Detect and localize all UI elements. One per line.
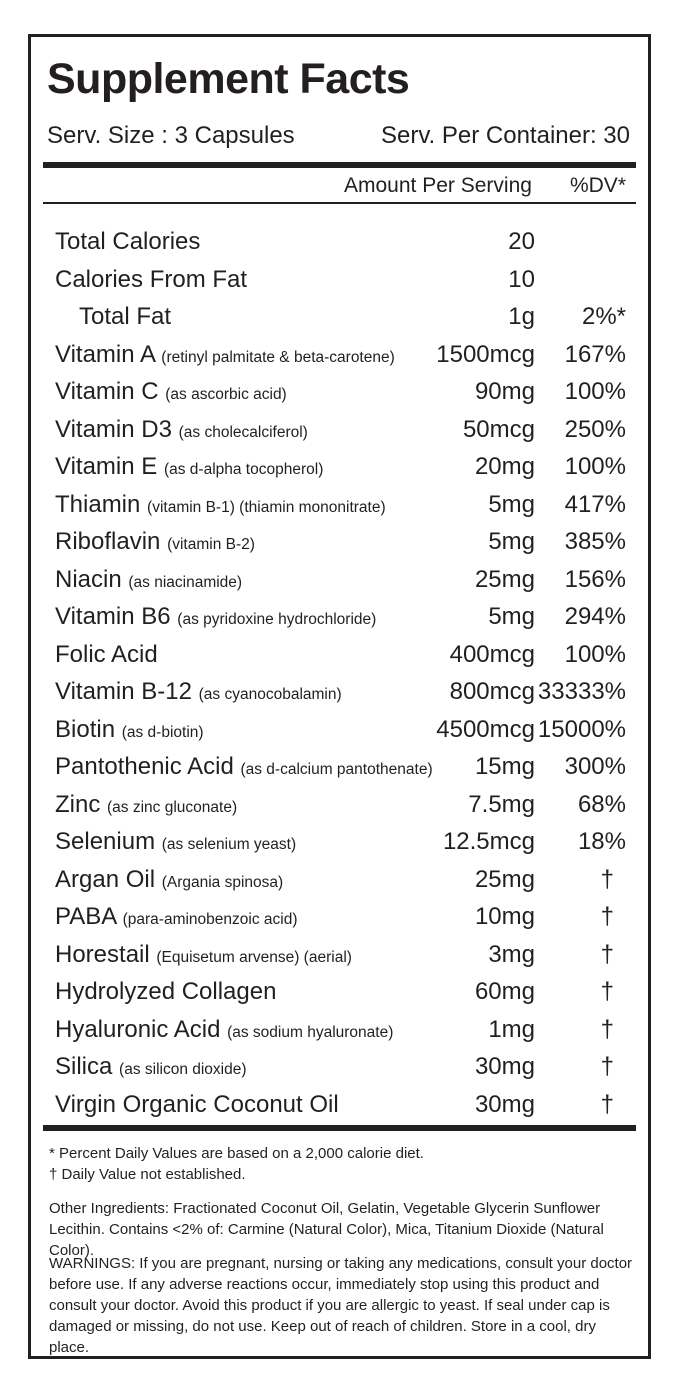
- nutrient-label: Folic Acid: [55, 640, 158, 668]
- nutrient-source: (vitamin B-2): [167, 536, 255, 553]
- serving-info: [47, 121, 630, 151]
- nutrient-label: Biotin: [55, 715, 116, 743]
- nutrient-label: Thiamin: [55, 490, 141, 518]
- table-row: [55, 598, 630, 636]
- nutrient-source: (as cyanocobalamin): [198, 686, 342, 703]
- daily-value: †: [600, 940, 614, 968]
- nutrient-label: Zinc: [55, 790, 101, 818]
- nutrient-name: [55, 973, 276, 1011]
- amount-value: 10mg: [474, 903, 535, 930]
- nutrient-label: Horestail: [55, 940, 150, 968]
- thin-divider: [43, 202, 636, 204]
- table-row: [55, 861, 630, 899]
- table-row: [55, 823, 630, 861]
- nutrient-label: Hydrolyzed Collagen: [55, 978, 277, 1005]
- warnings-text: WARNINGS: If you are pregnant, nursing or taking any medications, consult your doctor before use. If any adverse reactions occur, immediately stop using this product and consult your doctor. Avoid this product if you are allergic to yeast. If seal under cap is damaged or missing, do not use. Keep out of reach of children. Store in a cool, dry place.: [49, 1255, 633, 1356]
- daily-value: †: [600, 978, 614, 1005]
- table-row: [55, 373, 630, 411]
- thick-divider-bottom: [43, 1125, 636, 1131]
- nutrient-source: (as d-biotin): [121, 723, 204, 741]
- daily-value: 250%: [564, 415, 626, 443]
- amount-value: 20: [508, 228, 535, 255]
- amount-value: 30mg: [474, 1053, 535, 1080]
- amount-value: 60mg: [474, 978, 535, 1005]
- nutrient-label: Total Calories: [55, 228, 201, 255]
- daily-value: 417%: [564, 490, 626, 518]
- nutrient-source: (retinyl palmitate & beta-carotene): [161, 348, 395, 366]
- nutrient-name: [55, 1048, 247, 1089]
- nutrient-source: (vitamin B-1) (thiamin mononitrate): [147, 498, 386, 516]
- daily-value-header: %DV*: [569, 174, 626, 197]
- nutrient-source: (Equisetum arvense) (aerial): [156, 948, 352, 966]
- nutrient-name: [55, 823, 296, 864]
- daily-value: †: [600, 903, 614, 930]
- amount-value: 3mg: [488, 940, 535, 968]
- amount-per-serving-header: Amount Per Serving: [344, 174, 532, 197]
- amount-value: 800mcg: [449, 678, 535, 705]
- amount-value: 5mg: [488, 528, 535, 555]
- percent-dv-footnote: * Percent Daily Values are based on a 2,000 calorie diet.: [49, 1145, 424, 1162]
- table-row: [55, 898, 630, 936]
- nutrient-label: Riboflavin: [55, 528, 161, 555]
- amount-value: 1mg: [488, 1015, 535, 1043]
- nutrient-name: [55, 261, 247, 299]
- amount-value: 90mg: [474, 378, 535, 405]
- table-row: [55, 411, 630, 449]
- panel-title: Supplement Facts: [47, 55, 410, 103]
- daily-value: †: [600, 865, 614, 893]
- nutrient-label: Vitamin B-12: [55, 678, 192, 705]
- serving-size: Serv. Size : 3 Capsules: [47, 122, 295, 149]
- daily-value: †: [600, 1090, 614, 1118]
- nutrient-name: [55, 748, 433, 789]
- table-row: [55, 336, 630, 374]
- thick-divider-top: [43, 162, 636, 168]
- daily-value: 167%: [564, 340, 626, 368]
- table-row: [55, 561, 630, 599]
- table-row: [55, 1011, 630, 1049]
- nutrient-name: [79, 298, 171, 336]
- nutrient-source: (as pyridoxine hydrochloride): [177, 611, 377, 628]
- nutrient-source: (as ascorbic acid): [165, 386, 287, 403]
- table-row: [55, 298, 630, 336]
- nutrient-label: Selenium: [55, 828, 156, 855]
- nutrient-name: [55, 561, 242, 602]
- nutrient-name: [55, 673, 342, 714]
- nutrient-name: [55, 936, 352, 977]
- warnings: [49, 1253, 634, 1358]
- amount-value: 25mg: [474, 565, 535, 593]
- amount-value: 50mcg: [462, 415, 535, 443]
- nutrient-source: (as silicon dioxide): [119, 1061, 247, 1078]
- nutrient-source: (as d-calcium pantothenate): [240, 761, 433, 778]
- nutrient-name: [55, 223, 200, 261]
- servings-per-container: Serv. Per Container: 30: [380, 122, 630, 149]
- table-row: [55, 486, 630, 524]
- nutrient-table: [55, 223, 630, 1123]
- daily-value: †: [600, 1015, 614, 1043]
- nutrient-label: Virgin Organic Coconut Oil: [55, 1090, 339, 1118]
- table-row: [55, 711, 630, 749]
- nutrient-label: Vitamin C: [55, 378, 159, 405]
- nutrient-label: Pantothenic Acid: [55, 753, 234, 780]
- nutrient-source: (Argania spinosa): [161, 873, 284, 891]
- nutrient-name: [55, 861, 283, 902]
- daily-value: 294%: [564, 603, 626, 630]
- daily-value: 100%: [564, 640, 626, 668]
- amount-value: 12.5mcg: [442, 828, 535, 855]
- nutrient-label: PABA: [55, 903, 116, 930]
- nutrient-label: Niacin: [55, 565, 122, 593]
- table-row: [55, 673, 630, 711]
- other-ingredients-text: Other Ingredients: Fractionated Coconut Oil, Gelatin, Vegetable Glycerin Sunflower Lecithin. Contains <2% of: Carmine (Natural Color), Mica, Titanium Dioxide (Natural Color).: [49, 1200, 604, 1259]
- table-row: [55, 523, 630, 561]
- table-row: [55, 786, 630, 824]
- nutrient-name: [55, 711, 204, 752]
- nutrient-label: Calories From Fat: [55, 265, 248, 293]
- daily-value: 100%: [564, 453, 626, 480]
- table-row: [55, 936, 630, 974]
- daily-value: 33333%: [537, 678, 626, 705]
- table-row: [55, 636, 630, 674]
- table-row: [55, 973, 630, 1011]
- nutrient-name: [55, 373, 287, 414]
- nutrient-name: [55, 523, 255, 564]
- nutrient-label: Hyaluronic Acid: [55, 1015, 221, 1043]
- table-row: [55, 223, 630, 261]
- amount-value: 1g: [508, 303, 535, 330]
- nutrient-source: (as niacinamide): [128, 573, 243, 591]
- amount-value: 20mg: [474, 453, 535, 480]
- nutrient-source: (as cholecalciferol): [178, 423, 308, 441]
- nutrient-source: (as sodium hyaluronate): [227, 1023, 394, 1041]
- nutrient-name: [55, 1011, 393, 1052]
- amount-value: 10: [508, 265, 535, 293]
- dagger-footnote: † Daily Value not established.: [49, 1166, 246, 1183]
- daily-value: 2%*: [581, 303, 626, 330]
- amount-value: 400mcg: [449, 640, 535, 668]
- daily-value: 385%: [564, 528, 626, 555]
- nutrient-name: [55, 636, 158, 674]
- daily-value: 15000%: [537, 715, 626, 743]
- nutrient-name: [55, 411, 308, 452]
- footnotes: [49, 1143, 634, 1185]
- nutrient-source: (as d-alpha tocopherol): [163, 461, 324, 478]
- table-row: [55, 261, 630, 299]
- nutrient-name: [55, 336, 395, 377]
- nutrient-label: Vitamin B6: [55, 603, 171, 630]
- nutrient-name: [55, 486, 386, 527]
- nutrient-source: (as selenium yeast): [161, 836, 297, 853]
- nutrient-label: Silica: [55, 1053, 113, 1080]
- nutrient-name: [55, 1086, 339, 1124]
- daily-value: †: [600, 1053, 614, 1080]
- amount-value: 25mg: [474, 865, 535, 893]
- daily-value: 18%: [577, 828, 626, 855]
- amount-value: 1500mcg: [436, 340, 535, 368]
- nutrient-label: Vitamin E: [55, 453, 158, 480]
- amount-value: 7.5mg: [468, 790, 535, 818]
- other-ingredients: [49, 1198, 634, 1261]
- table-row: [55, 1086, 630, 1124]
- supplement-facts-panel: [28, 34, 651, 1359]
- nutrient-name: [55, 898, 298, 939]
- nutrient-source: (para-aminobenzoic acid): [122, 911, 298, 928]
- daily-value: 68%: [577, 790, 626, 818]
- table-row: [55, 448, 630, 486]
- amount-value: 5mg: [488, 490, 535, 518]
- nutrient-name: [55, 448, 323, 489]
- nutrient-label: Total Fat: [79, 303, 172, 330]
- amount-value: 5mg: [488, 603, 535, 630]
- nutrient-name: [55, 598, 376, 639]
- table-row: [55, 1048, 630, 1086]
- amount-value: 30mg: [474, 1090, 535, 1118]
- daily-value: 100%: [564, 378, 626, 405]
- table-row: [55, 748, 630, 786]
- nutrient-name: [55, 786, 237, 827]
- amount-value: 4500mcg: [436, 715, 535, 743]
- nutrient-source: (as zinc gluconate): [107, 798, 238, 816]
- amount-value: 15mg: [474, 753, 535, 780]
- daily-value: 300%: [564, 753, 626, 780]
- nutrient-label: Vitamin A: [55, 340, 155, 368]
- daily-value: 156%: [564, 565, 626, 593]
- nutrient-label: Vitamin D3: [55, 415, 172, 443]
- nutrient-label: Argan Oil: [55, 865, 156, 893]
